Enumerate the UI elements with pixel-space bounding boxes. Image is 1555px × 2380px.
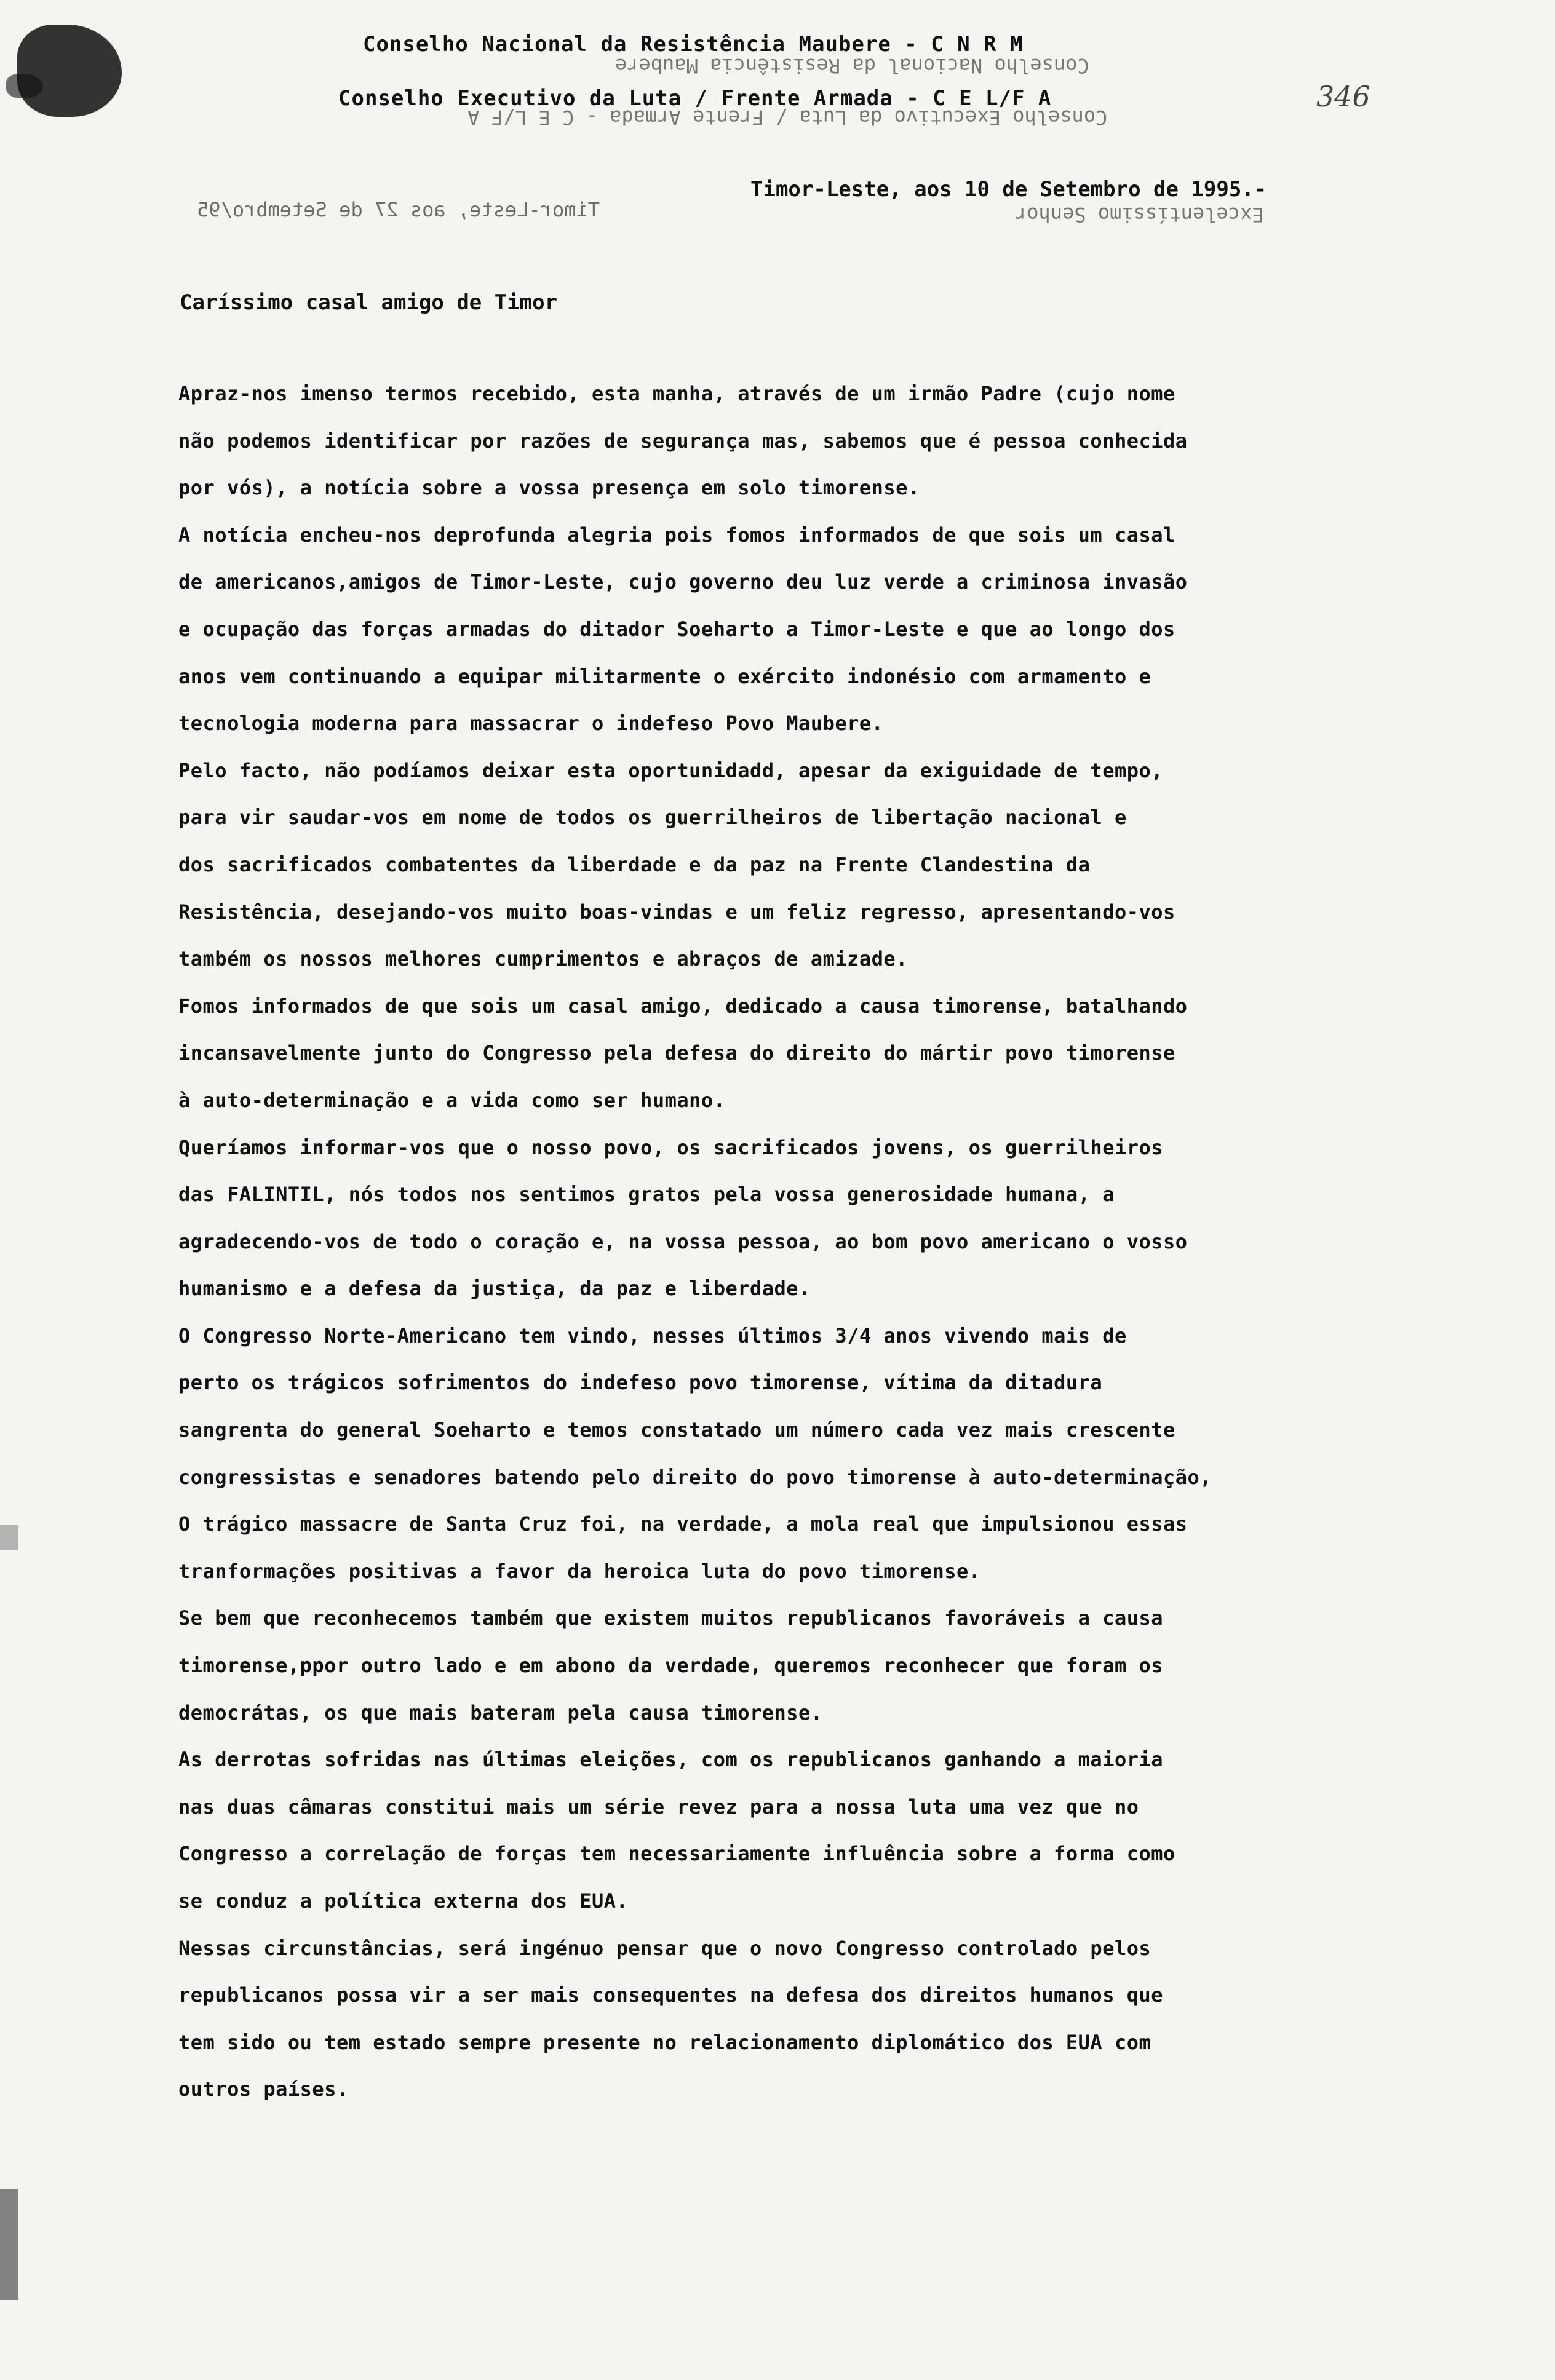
- body-line: Pelo facto, não podíamos deixar esta oportunidadd, apesar da exiguidade de tempo,: [178, 758, 1164, 782]
- body-line: incansavelmente junto do Congresso pela defesa do direito do mártir povo timorense: [178, 1041, 1175, 1065]
- reverse-side-addressee: Excelentíssimo Senhor: [1015, 203, 1264, 226]
- body-line: agradecendo-vos de todo o coração e, na vossa pessoa, ao bom povo americano o vosso: [178, 1229, 1188, 1253]
- body-line: democrátas, os que mais bateram pela causa timorense.: [178, 1700, 823, 1724]
- body-line: perto os trágicos sofrimentos do indefeso povo timorense, vítima da ditadura: [178, 1371, 1103, 1395]
- body-line: Fomos informados de que sois um casal amigo, dedicado a causa timorense, batalhando: [178, 994, 1188, 1018]
- margin-shadow-lower: [0, 2189, 18, 2300]
- body-line: Apraz-nos imenso termos recebido, esta manha, através de um irmão Padre (cujo nome: [178, 382, 1175, 405]
- body-line: das FALINTIL, nós todos nos sentimos gratos pela vossa generosidade humana, a: [178, 1183, 1115, 1207]
- body-line: O Congresso Norte-Americano tem vindo, nesses últimos 3/4 anos vivendo mais de: [178, 1323, 1127, 1347]
- body-line: republicanos possa vir a ser mais consequentes na defesa dos direitos humanos que: [178, 1983, 1164, 2007]
- body-line: tem sido ou tem estado sempre presente no relacionamento diplomático dos EUA com: [178, 2030, 1151, 2054]
- body-line: Congresso a correlação de forças tem necessariamente influência sobre a forma como: [178, 1842, 1175, 1866]
- letter-date: Timor-Leste, aos 10 de Setembro de 1995.-: [750, 177, 1267, 202]
- body-line: Queríamos informar-vos que o nosso povo, os sacrificados jovens, os guerrilheiros: [178, 1135, 1164, 1159]
- body-line: nas duas câmaras constitui mais um série revez para a nossa luta uma vez que no: [178, 1795, 1139, 1819]
- body-line: congressistas e senadores batendo pelo direito do povo timorense à auto-determinação,: [178, 1465, 1212, 1489]
- letterhead-line-2: Conselho Executivo da Luta / Frente Armada - C E L/F A: [338, 86, 1052, 111]
- letterhead-line-1: Conselho Nacional da Resistência Maubere - C N R M: [363, 32, 1024, 57]
- body-line: dos sacrificados combatentes da liberdade e da paz na Frente Clandestina da: [178, 852, 1091, 876]
- body-line: à auto-determinação e a vida como ser humano.: [178, 1088, 726, 1112]
- reverse-side-place-date: Timor-Leste, aos 27 de Setembro/95: [197, 198, 600, 221]
- body-line: anos vem continuando a equipar militarmente o exército indonésio com armamento e: [178, 664, 1151, 688]
- body-line: se conduz a política externa dos EUA.: [178, 1889, 629, 1913]
- letterhead-line-2-bleedthrough: Conselho Executivo da Luta / Frente Armada - C E L/F A: [467, 106, 1108, 129]
- page-number-handwritten: 346: [1316, 80, 1370, 113]
- letter-salutation: Caríssimo casal amigo de Timor: [180, 290, 558, 315]
- body-line: A notícia encheu-nos deprofunda alegria pois fomos informados de que sois um casal: [178, 523, 1175, 547]
- body-line: O trágico massacre de Santa Cruz foi, na verdade, a mola real que impulsionou essas: [178, 1512, 1188, 1536]
- body-line: humanismo e a defesa da justiça, da paz e liberdade.: [178, 1277, 811, 1301]
- ink-blot-top-left: [17, 25, 122, 117]
- body-line: As derrotas sofridas nas últimas eleições, com os republicanos ganhando a maioria: [178, 1748, 1164, 1772]
- body-line: não podemos identificar por razões de segurança mas, sabemos que é pessoa conhecida: [178, 429, 1188, 453]
- ink-blot-top-left-small: [6, 74, 43, 98]
- body-line: tranformações positivas a favor da heroica luta do povo timorense.: [178, 1559, 981, 1583]
- body-line: também os nossos melhores cumprimentos e abraços de amizade.: [178, 947, 908, 971]
- body-line: sangrenta do general Soeharto e temos constatado um número cada vez mais crescente: [178, 1418, 1175, 1442]
- letter-body: [178, 370, 1501, 2113]
- body-line: Resistência, desejando-vos muito boas-vindas e um feliz regresso, apresentando-vos: [178, 900, 1175, 924]
- margin-shadow-mid: [0, 1525, 18, 1550]
- body-line: para vir saudar-vos em nome de todos os guerrilheiros de libertação nacional e: [178, 806, 1127, 830]
- body-line: e ocupação das forças armadas do ditador Soeharto a Timor-Leste e que ao longo dos: [178, 617, 1175, 641]
- body-line: tecnologia moderna para massacrar o indefeso Povo Maubere.: [178, 712, 884, 736]
- body-line: Se bem que reconhecemos também que existem muitos republicanos favoráveis a causa: [178, 1606, 1164, 1630]
- body-line: de americanos,amigos de Timor-Leste, cujo governo deu luz verde a criminosa invasão: [178, 570, 1188, 594]
- letterhead-line-1-bleedthrough: Conselho Nacional da Resistência Maubere: [615, 54, 1089, 77]
- body-line: Nessas circunstâncias, será ingénuo pensar que o novo Congresso controlado pelos: [178, 1936, 1151, 1960]
- body-line: timorense,ppor outro lado e em abono da verdade, queremos reconhecer que foram os: [178, 1654, 1164, 1678]
- body-line: por vós), a notícia sobre a vossa presença em solo timorense.: [178, 476, 920, 500]
- body-line: outros países.: [178, 2077, 349, 2101]
